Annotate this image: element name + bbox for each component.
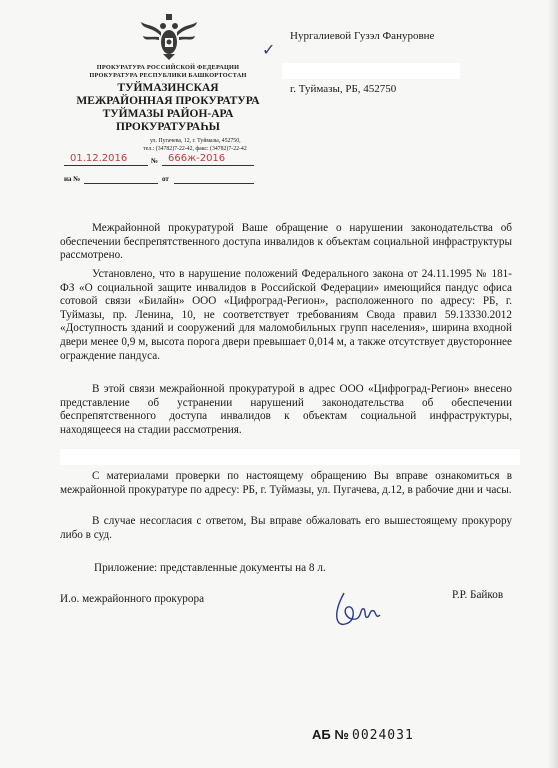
handwritten-number: 666ж-2016: [168, 153, 226, 164]
page-edge-shadow: [548, 0, 558, 768]
paragraph-1: Межрайонной прокуратурой Ваше обращение о нарушении законодательства об обеспечении беспрепятственного доступа инвалидов к объектам социальной инфраструктуры рассмотрено.: [60, 222, 512, 262]
na-label: на №: [64, 175, 81, 183]
paragraph-3: В этой связи межрайонной прокуратурой в адрес ООО «Цифроград-Регион» внесено представление об устранении нарушений законодательства об обеспечении беспрепятственного доступа инвалидов к объектам социальной инфраструктуры, находящееся на стадии рассмотрения.: [60, 383, 512, 436]
letterhead-line-1: ПРОКУРАТУРА РОССИЙСКОЙ ФЕДЕРАЦИИ: [96, 64, 240, 71]
serial-number: 0024031: [352, 728, 414, 743]
recipient-address: г. Туймазы, РБ, 452750: [290, 83, 397, 95]
check-mark-icon: ✓: [262, 42, 276, 59]
handwritten-date: 01.12.2016: [70, 153, 128, 164]
redaction-recipient-street: [282, 63, 460, 79]
ot-underline: [174, 183, 254, 184]
number-underline: [162, 165, 254, 166]
double-headed-eagle-emblem: [139, 12, 199, 62]
recipient-name: Нургалиевой Гузэл Фануровне: [290, 30, 435, 42]
paragraph-5: В случае несогласия с ответом, Вы вправе обжаловать его вышестоящему прокурору либо в суд.: [60, 515, 512, 541]
prosecutor-name-ru-2: МЕЖРАЙОННАЯ ПРОКУРАТУРА: [76, 95, 260, 107]
prosecutor-name-ba-1: ТУЙМАЗЫ РАЙОН-АРА: [102, 108, 234, 120]
na-underline: [84, 183, 158, 184]
number-sign: №: [151, 157, 159, 165]
signatory-name: Р.Р. Байков: [452, 589, 504, 601]
letterhead-address-1: ул. Пугачева, 12, г. Туймазы, 452750,: [150, 138, 241, 144]
prosecutor-name-ru-1: ТУЙМАЗИНСКАЯ: [117, 82, 219, 94]
letterhead-phone: тел.: (34782)7-22-42, факс: (34782)7-22-42: [143, 146, 247, 152]
ot-label: от: [162, 175, 169, 183]
paragraph-4: С материалами проверки по настоящему обращению Вы вправе ознакомиться в межрайонной прокуратуре по адресу: РБ, г. Туймазы, ул. Пугачева, д.12, в рабочие дни и часы.: [60, 470, 512, 496]
paragraph-2: Установлено, что в нарушение положений Федерального закона от 24.11.1995 № 181-ФЗ «О социальной защите инвалидов в Российской Федерации» имеющийся пандус офиса сотовой связи «Билайн» ООО «Цифроград-Регион», расположенного по адресу: РБ, г. Туймазы, пр. Ленина, 10, не соответствует требованиям Свода правил 59.13330.2012 «Доступность зданий и сооружений для маломобильных групп населения», ширина входной двери менее 0,9 м, высота порога двери превышает 0,014 м, а также отсутствует двустороннее ограждение пандуса.: [60, 268, 512, 362]
serial-label: АБ №: [312, 727, 349, 742]
signatory-position: И.о. межрайонного прокурора: [60, 593, 205, 605]
date-underline: [64, 165, 148, 166]
prosecutor-name-ba-2: ПРОКУРАТУРАҺЫ: [116, 121, 220, 133]
redaction-block: [60, 449, 520, 465]
handwritten-signature: [330, 585, 390, 633]
letterhead-line-2: ПРОКУРАТУРА РЕСПУБЛИКИ БАШКОРТОСТАН: [89, 72, 247, 79]
attachment-note: Приложение: представленные документы на 8 л.: [94, 562, 326, 574]
